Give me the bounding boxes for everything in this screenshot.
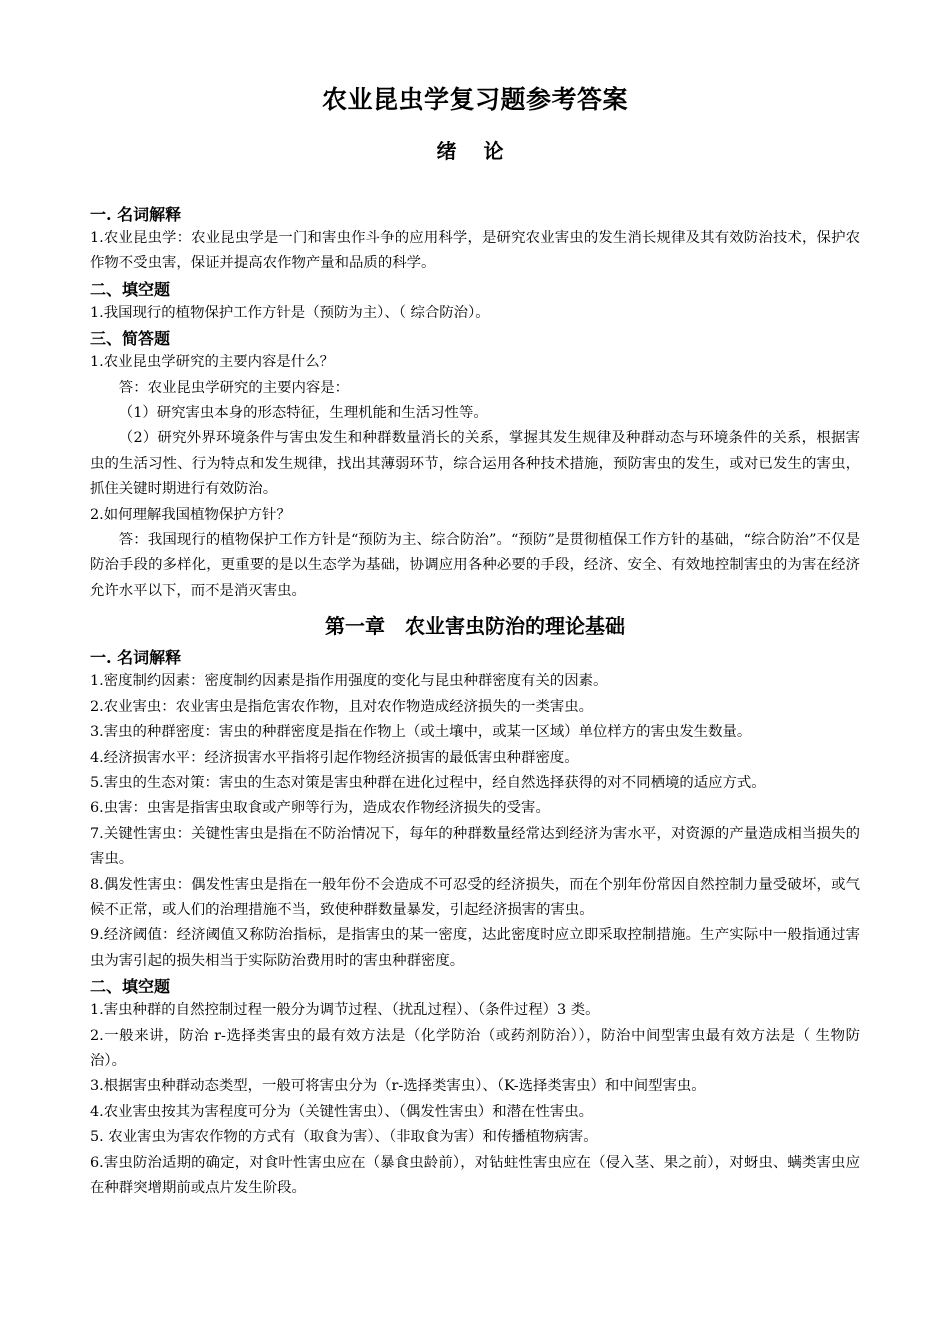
definition-item: 4.经济损害水平：经济损害水平指将引起作物经济损害的最低害虫种群密度。 [90,749,579,766]
document-title: 农业昆虫学复习题参考答案 [321,85,628,114]
answer-1-intro: 答：农业昆虫学研究的主要内容是： [118,379,350,396]
fill-blank-item: 5. 农业害虫为害农作物的方式有（取食为害）、（非取食为害）和传播植物病害。 [90,1129,598,1146]
fill-blank-item: 2.一般来讲，防治 r-选择类害虫的最有效方法是（化学防治（或药剂防治）），防治中间型害虫最有效方法是（ 生物防治）。 [90,1027,860,1069]
section-heading-short-answer: 三、简答题 [90,329,171,349]
section-heading-fill-blank: 二、填空题 [90,279,171,299]
intro-heading: 绪 论 [436,139,514,163]
fill-blank-item: 3.根据害虫种群动态类型，一般可将害虫分为（r-选择类害虫）、（K-选择类害虫）和中间型害虫。 [90,1078,706,1095]
definition-item: 1.密度制约因素：密度制约因素是指作用强度的变化与昆虫种群密度有关的因素。 [90,673,608,690]
definition-item: 5.害虫的生态对策：害虫的生态对策是害虫种群在进化过程中，经自然选择获得的对不同栖境的适应方式。 [90,774,766,791]
fill-blank-item: 4.农业害虫按其为害程度可分为（关键性害虫）、（偶发性害虫）和潜在性害虫。 [90,1103,594,1120]
question-2: 2.如何理解我国植物保护方针？ [90,506,291,523]
answer-1-point-1: （1）研究害虫本身的形态特征，生理机能和生活习性等。 [118,405,488,422]
fill-blank-item: 6.害虫防治适期的确定，对食叶性害虫应在（暴食虫龄前），对钻蛀性害虫应在（侵入茎、果之前），对蚜虫、螨类害虫应在种群突增期前或点片发生阶段。 [90,1154,860,1196]
definition-item: 9.经济阈值：经济阈值又称防治指标，是指害虫的某一密度，达此密度时应立即采取控制措施。生产实际中一般指通过害虫为害引起的损失相当于实际防治费用时的害虫种群密度。 [90,927,860,969]
answer-1-point-2: （2）研究外界环境条件与害虫发生和种群数量消长的关系，掌握其发生规律及种群动态与环境条件的关系，根据害虫的生活习性、行为特点和发生规律，找出其薄弱环节，综合运用各种技术措施，预防害虫的发生，或对已发生的害虫，抓住关键时期进行有效防治。 [90,430,860,498]
definition-item: 8.偶发性害虫：偶发性害虫是指在一般年份不会造成不可忍受的经济损失，而在个别年份常因自然控制力量受破坏，或气候不正常，或人们的治理措施不当，致使种群数量暴发，引起经济损害的害虫。 [90,876,860,918]
chapter-1-heading: 第一章 农业害虫防治的理论基础 [325,614,625,639]
section-heading-glossary: 一. 名词解释 [90,205,182,224]
question-1: 1.农业昆虫学研究的主要内容是什么？ [90,354,334,371]
definition-item: 2.农业害虫：农业害虫是指危害农作物，且对农作物造成经济损失的一类害虫。 [90,698,594,715]
fill-blank-item: 1.害虫种群的自然控制过程一般分为调节过程、（扰乱过程）、（条件过程）3 类。 [90,1002,600,1019]
definition-item: 7.关键性害虫：关键性害虫是指在不防治情况下，每年的种群数量经常达到经济为害水平，对资源的产量造成相当损失的害虫。 [90,825,860,868]
fill-blank-item: 1.我国现行的植物保护工作方针是（预防为主）、（ 综合防治）。 [90,304,490,321]
answer-2: 答：我国现行的植物保护工作方针是“预防为主、综合防治”。“预防”是贯彻植保工作方针的基础，“综合防治”不仅是防治手段的多样化，更重要的是以生态学为基础，协调应用各种必要的手段，经济、安全、有效地控制害虫的为害在经济允许水平以下，而不是消灭害虫。 [90,532,860,599]
definition-item: 3.害虫的种群密度：害虫的种群密度是指在作物上（或土壤中，或某一区域）单位样方的害虫发生数量。 [90,724,752,741]
definition-item: 1.农业昆虫学：农业昆虫学是一门和害虫作斗争的应用科学，是研究农业害虫的发生消长规律及其有效防治技术，保护农作物不受虫害，保证并提高农作物产量和品质的科学。 [90,230,860,272]
section-heading-fill-blank: 二、填空题 [90,977,171,997]
document-page [90,78,860,1201]
definition-item: 6.虫害：虫害是指害虫取食或产卵等行为，造成农作物经济损失的受害。 [90,800,550,817]
spacer [90,168,860,202]
section-heading-glossary: 一. 名词解释 [90,648,182,668]
